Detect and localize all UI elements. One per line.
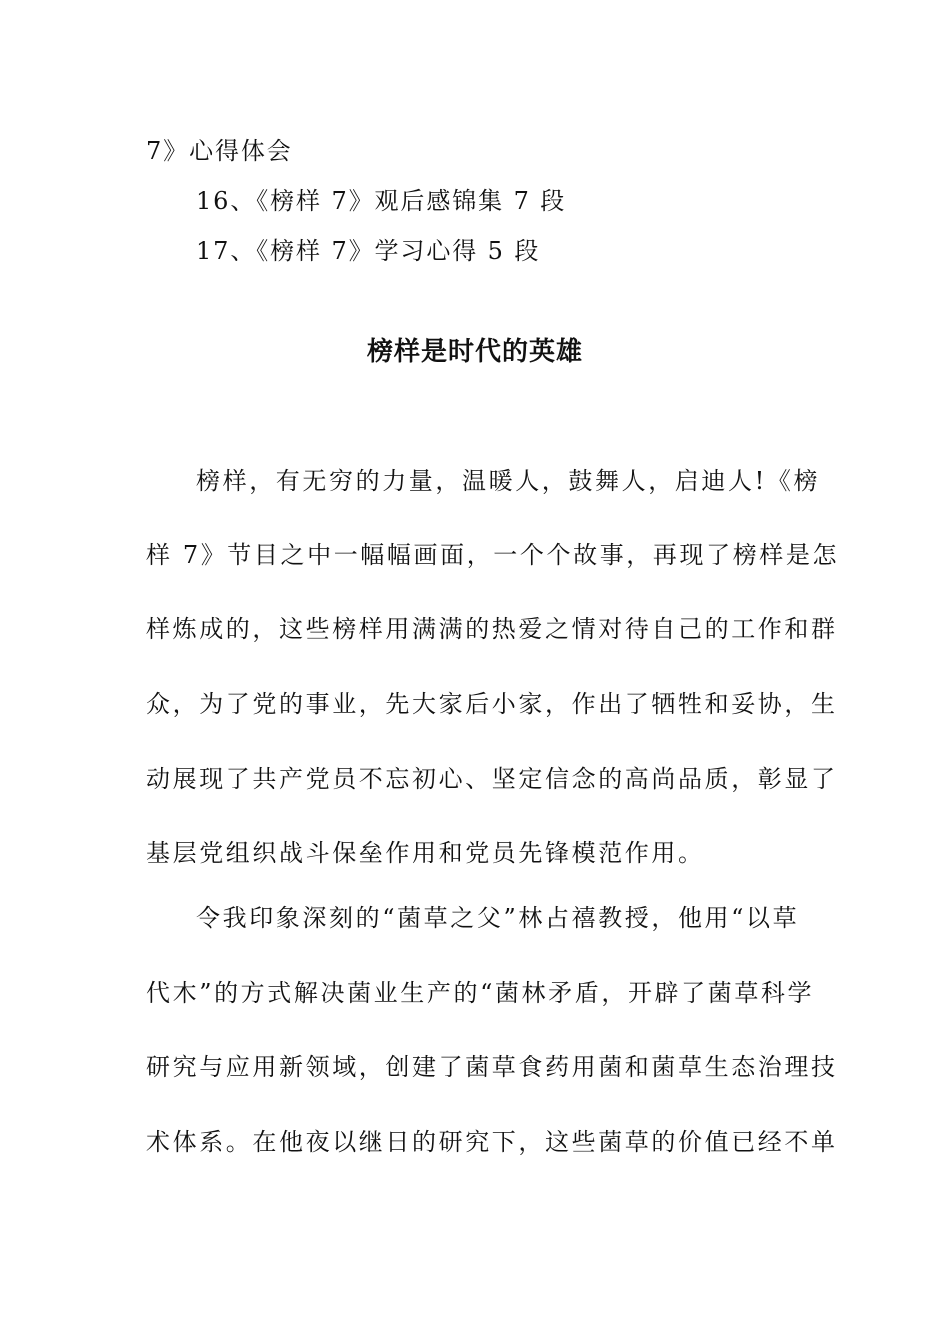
paragraph-2-line-2: 代木”的方式解决菌业生产的“菌林矛盾，开辟了菌草科学 [146, 979, 815, 1007]
paragraph-1-line-6: 基层党组织战斗保垒作用和党员先锋模范作用。 [146, 839, 705, 867]
toc-item-16: 16、《榜样 7》观后感锦集 7 段 [196, 187, 567, 215]
paragraph-2-line-3: 研究与应用新领域，创建了菌草食药用菌和菌草生态治理技 [146, 1053, 838, 1081]
paragraph-2-line-1: 令我印象深刻的“菌草之父”林占禧教授，他用“以草 [196, 904, 800, 932]
paragraph-1-line-1: 榜样，有无穷的力量，温暖人，鼓舞人，启迪人!《榜 [196, 467, 821, 495]
paragraph-1-line-5: 动展现了共产党员不忘初心、坚定信念的高尚品质，彰显了 [146, 765, 838, 793]
paragraph-1-line-3: 样炼成的，这些榜样用满满的热爱之情对待自己的工作和群 [146, 615, 838, 643]
article-title: 榜样是时代的英雄 [366, 337, 583, 367]
toc-continuation-line: 7》心得体会 [146, 137, 293, 165]
toc-item-17: 17、《榜样 7》学习心得 5 段 [196, 237, 541, 265]
paragraph-1-line-4: 众，为了党的事业，先大家后小家，作出了牺牲和妥协，生 [146, 690, 838, 718]
paragraph-2-line-4: 术体系。在他夜以继日的研究下，这些菌草的价值已经不单 [146, 1128, 838, 1156]
paragraph-1-line-2: 样 7》节目之中一幅幅画面，一个个故事，再现了榜样是怎 [146, 541, 840, 569]
